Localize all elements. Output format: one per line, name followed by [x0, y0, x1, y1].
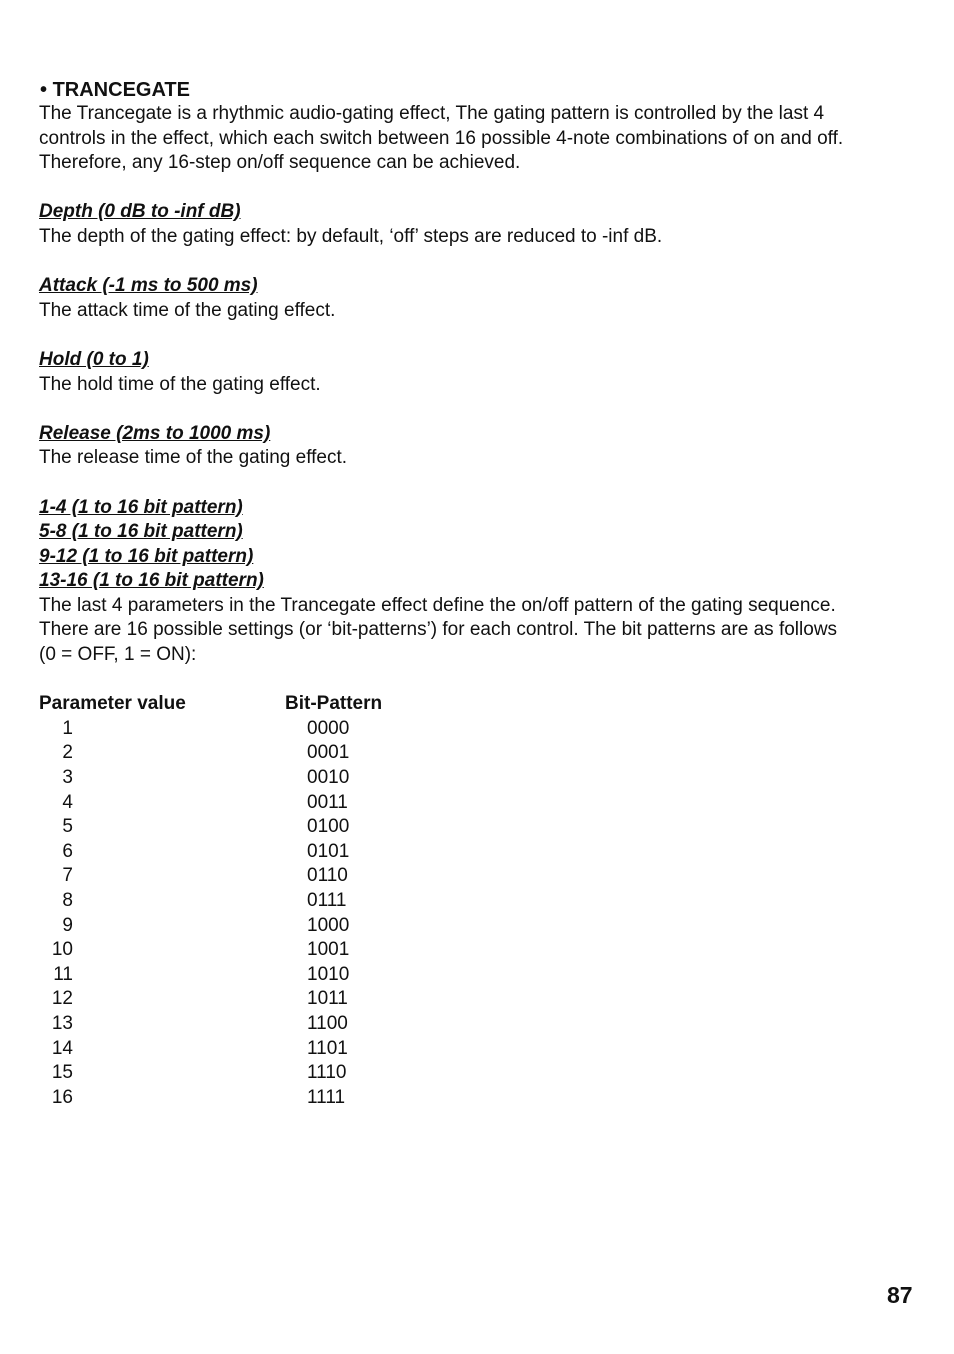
table-row [39, 864, 919, 889]
intro-line: The Trancegate is a rhythmic audio-gating effect, The gating pattern is controlled by the last 4 [39, 103, 825, 124]
param-desc-depth: The depth of the gating effect: by default, ‘off’ steps are reduced to -inf dB. [39, 225, 663, 247]
bit-pattern-cell: 1000 [307, 914, 350, 936]
bullet: • [40, 79, 48, 101]
bit-pattern-cell: 1001 [307, 939, 350, 961]
parameter-value-cell: 15 [51, 1062, 73, 1084]
bit-pattern-cell: 1100 [307, 1012, 348, 1034]
parameter-value-cell: 1 [62, 717, 73, 739]
bit-pattern-cell: 1101 [307, 1037, 348, 1059]
table-row [39, 766, 919, 791]
bit-param-desc-line: (0 = OFF, 1 = ON): [39, 644, 197, 666]
header-bit-pattern: Bit-Pattern [285, 693, 383, 715]
header-parameter-value: Parameter value [39, 693, 186, 715]
param-desc-release: The release time of the gating effect. [39, 447, 348, 469]
parameter-value-cell: 8 [62, 890, 73, 911]
table-header-row [39, 692, 919, 717]
table-row [39, 840, 919, 865]
table-row [39, 791, 919, 816]
table-row [39, 1012, 919, 1037]
param-desc-hold: The hold time of the gating effect. [39, 373, 321, 395]
bit-pattern-cell: 1010 [307, 963, 350, 985]
section-title [39, 78, 919, 102]
parameter-value-cell: 14 [51, 1037, 73, 1059]
table-row [39, 987, 919, 1012]
parameter-value-cell: 16 [51, 1086, 73, 1108]
parameter-value-cell: 5 [62, 816, 73, 838]
bit-pattern-cell: 0011 [307, 791, 348, 813]
param-heading-attack: Attack (-1 ms to 500 ms) [39, 275, 258, 297]
bit-pattern-cell: 0110 [307, 865, 348, 887]
table-row [39, 717, 919, 742]
table-row [39, 1086, 919, 1111]
parameter-value-cell: 12 [51, 988, 73, 1010]
table-row [39, 815, 919, 840]
param-heading-depth: Depth (0 dB to -inf dB) [39, 201, 241, 223]
table-row [39, 914, 919, 939]
bit-pattern-cell: 0100 [307, 816, 350, 838]
parameter-value-cell: 7 [62, 865, 73, 887]
bit-param-heading: 1-4 (1 to 16 bit pattern) [39, 496, 243, 518]
parameter-value-cell: 9 [62, 914, 73, 936]
param-heading-release: Release (2ms to 1000 ms) [39, 422, 271, 444]
bit-param-desc-line: There are 16 possible settings (or ‘bit-patterns’) for each control. The bit patterns are as follows [39, 619, 838, 641]
parameter-value-cell: 3 [62, 767, 73, 789]
bit-param-heading: 9-12 (1 to 16 bit pattern) [39, 545, 254, 567]
bit-param-desc-line: The last 4 parameters in the Trancegate effect define the on/off pattern of the gating sequence. [39, 594, 836, 616]
intro-line: controls in the effect, which each switch between 16 possible 4-note combinations of on and off. [39, 127, 844, 149]
bit-pattern-table [39, 692, 919, 1110]
table-row [39, 889, 919, 914]
parameter-value-cell: 11 [53, 963, 73, 985]
page-number: 87 [887, 1282, 913, 1308]
bit-pattern-cell: 0010 [307, 767, 350, 789]
parameter-value-cell: 4 [62, 791, 73, 813]
bit-pattern-cell: 1011 [307, 988, 348, 1010]
table-body [39, 717, 919, 1111]
bit-pattern-cell: 0000 [307, 717, 350, 739]
param-desc-attack: The attack time of the gating effect. [39, 299, 336, 321]
table-row [39, 963, 919, 988]
table-row [39, 938, 919, 963]
section-title-text: TRANCEGATE [52, 79, 190, 101]
bit-pattern-cell: 0111 [307, 890, 347, 911]
intro-line: Therefore, any 16-step on/off sequence can be achieved. [39, 152, 521, 174]
parameter-value-cell: 6 [62, 840, 73, 862]
parameter-value-cell: 2 [62, 742, 73, 764]
bit-param-heading: 5-8 (1 to 16 bit pattern) [39, 521, 243, 543]
table-row [39, 741, 919, 766]
parameter-value-cell: 13 [51, 1012, 73, 1034]
page-content [39, 78, 919, 1110]
bit-pattern-cell: 1111 [307, 1086, 346, 1108]
bit-pattern-cell: 0001 [307, 742, 350, 764]
bit-pattern-cell: 0101 [307, 840, 350, 862]
param-heading-hold: Hold (0 to 1) [39, 348, 149, 370]
parameter-value-cell: 10 [51, 939, 73, 961]
bit-param-heading: 13-16 (1 to 16 bit pattern) [39, 570, 264, 592]
bit-pattern-cell: 1110 [307, 1062, 347, 1084]
table-row [39, 1037, 919, 1062]
table-row [39, 1061, 919, 1086]
